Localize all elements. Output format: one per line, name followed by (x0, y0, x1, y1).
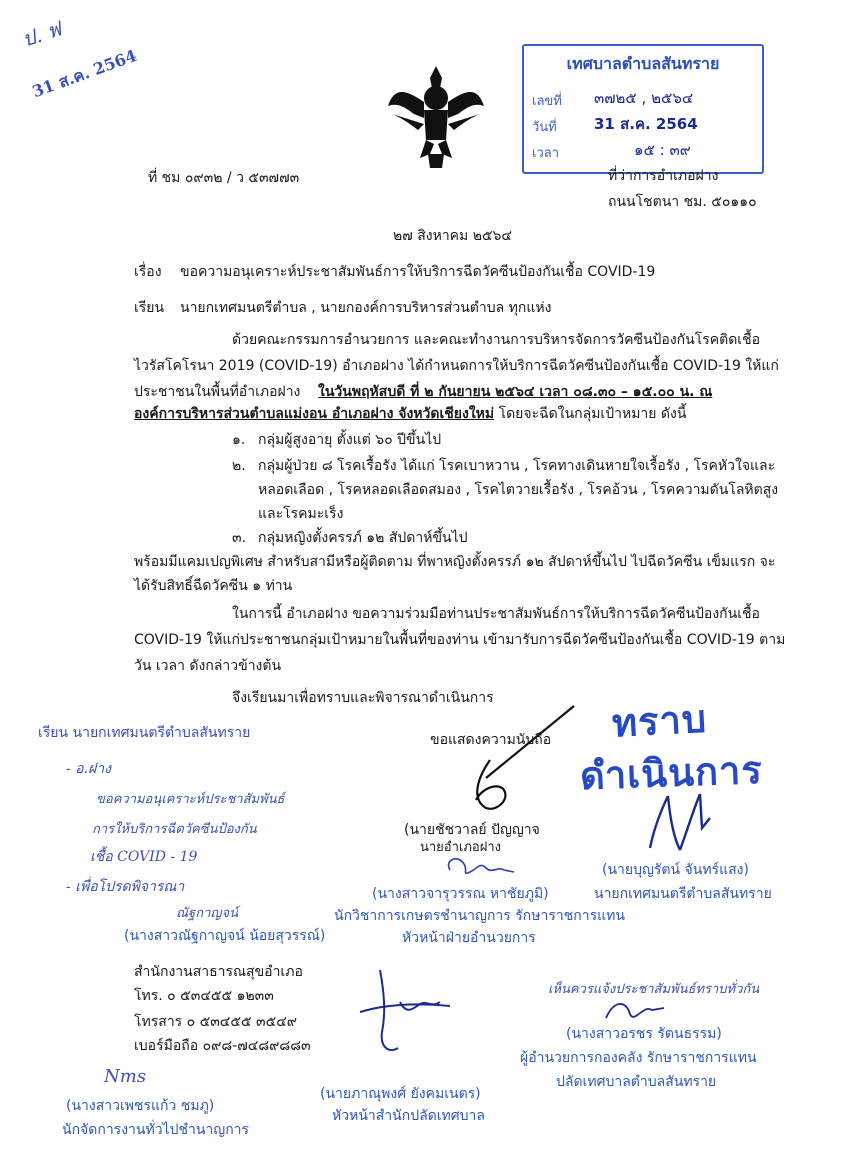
para1-line4-tail: โดยจะฉีดในกลุ่มเป้าหมาย ดังนี้ (494, 406, 687, 422)
finance-title-1: ผู้อำนวยการกองคลัง รักษาราชการแทน (520, 1050, 757, 1066)
to-label: เรียน (134, 300, 165, 316)
note-to: เรียน นายกเทศมนตรีตำบลสันทราย (38, 725, 251, 741)
subject-label: เรื่อง (134, 264, 162, 280)
signer-title: นายอำเภอฝาง (420, 840, 501, 855)
contact-mobile: เบอร์มือถือ ๐๙๘-๗๔๘๙๘๘๓ (134, 1038, 311, 1054)
corner-date: 31 ส.ค. 2564 (29, 45, 140, 102)
stamp-time-value: ๑๕ : ๓๙ (634, 141, 691, 159)
clerk-name: (นางสาวเพชรแก้ว ชมภู) (66, 1098, 215, 1114)
list-item: และโรคมะเร็ง (258, 506, 344, 522)
issuer-address: ถนนโชตนา ชม. ๕๐๑๑๐ (608, 194, 757, 210)
para1-line3b-highlight: ในวันพฤหัสบดี ที่ ๒ กันยายน ๒๕๖๔ เวลา ๐๘.๓๐ – ๑๕.๐๐ น. ณ (318, 384, 713, 400)
clerk-title: นักจัดการงานทั่วไปชำนาญการ (62, 1122, 250, 1138)
issuer-office: ที่ว่าการอำเภอฝาง (608, 168, 719, 184)
para1-line4 (134, 404, 686, 424)
para1-line1: ด้วยคณะกรรมการอำนวยการ และคณะทำงานการบริหารจัดการวัคซีนป้องกันโรคติดเชื้อ (232, 332, 760, 348)
document-number: ที่ ชม ๐๙๓๒ / ว ๕๓๗๗๓ (148, 170, 300, 186)
corner-initials: ป. ฟ (19, 16, 65, 52)
acting-title-2: หัวหน้าฝ่ายอำนวยการ (402, 930, 536, 946)
to-recipient: นายกเทศมนตรีตำบล , นายกองค์การบริหารส่วนตำบล ทุกแห่ง (180, 300, 552, 316)
subject: ขอความอนุเคราะห์ประชาสัมพันธ์การให้บริการฉีดวัคซีนป้องกันเชื้อ COVID-19 (180, 264, 656, 280)
list-item: กลุ่มหญิงตั้งครรภ์ ๑๒ สัปดาห์ขึ้นไป (258, 530, 468, 546)
note-line: ขอความอนุเคราะห์ประชาสัมพันธ์ (96, 792, 285, 807)
chief-name: (นายภาณุพงศ์ ยังคมเนตร) (320, 1086, 481, 1102)
garuda-emblem-icon (384, 58, 488, 170)
para3-line1: ในการนี้ อำเภอฝาง ขอความร่วมมือท่านประชาสัมพันธ์การให้บริการฉีดวัคซีนป้องกันเชื้อ (232, 606, 760, 622)
para1-line2: ไวรัสโคโรนา 2019 (COVID-19) อำเภอฝาง ได้กำหนดการให้บริการฉีดวัคซีนป้องกันเชื้อ COVID-19 ให้แก่ (134, 358, 779, 374)
stamp-no-value: ๓๗๒๕ , ๒๕๖๔ (594, 89, 694, 107)
stamp-org: เทศบาลตำบลสันทราย (566, 54, 720, 73)
note-line: - เพื่อโปรดพิจารณา (66, 879, 185, 895)
para1-line3a: ประชาชนในพื้นที่อำเภอฝาง (134, 384, 301, 400)
mayor-title: นายกเทศมนตรีตำบลสันทราย (594, 886, 772, 902)
finance-title-2: ปลัดเทศบาลตำบลสันทราย (556, 1074, 717, 1090)
contact-fax: โทรสาร ๐ ๕๓๔๕๕ ๓๕๔๙ (134, 1014, 298, 1030)
finance-signature (600, 996, 670, 1026)
para1-venue: องค์การบริหารส่วนตำบลแม่งอน อำเภอฝาง จังหวัดเชียงใหม่ (134, 406, 495, 422)
note-line: การให้บริการฉีดวัคซีนป้องกัน (92, 822, 257, 837)
list-item: กลุ่มผู้สูงอายุ ตั้งแต่ ๖๐ ปีขึ้นไป (258, 432, 442, 448)
note-signature: ณัฐกาญจน์ (176, 906, 238, 921)
note-line: - อ.ฝาง (66, 761, 111, 777)
para2-line2: ได้รับสิทธิ์ฉีดวัคซีน ๑ ท่าน (134, 578, 293, 594)
para3-line3: วัน เวลา ดังกล่าวข้างต้น (134, 658, 282, 674)
acting-signature (440, 850, 520, 884)
finance-name: (นางสาวอรชร รัตนธรรม) (566, 1026, 722, 1042)
stamp-no-label: เลขที่ (532, 94, 562, 109)
para3-line2: COVID-19 ให้แก่ประชาชนกลุ่มเป้าหมายในพื้นที่ของท่าน เข้ามารับการฉีดวัคซีนป้องกันเชื้อ COVID-19 ตาม (134, 632, 786, 648)
chief-title: หัวหน้าสำนักปลัดเทศบาล (332, 1108, 485, 1124)
regards: ขอแสดงความนับถือ (430, 732, 552, 748)
list-item-num: ๒. (232, 458, 246, 474)
district-chief-signature (446, 700, 586, 820)
finance-note: เห็นควรแจ้งประชาสัมพันธ์ทราบทั่วกัน (548, 982, 760, 997)
contact-office: สำนักงานสาธารณสุขอำเภอ (134, 964, 303, 980)
document-date: ๒๗ สิงหาคม ๒๕๖๔ (393, 228, 513, 244)
acting-name: (นางสาวจารุวรรณ หาชัยภูมิ) (372, 886, 549, 902)
ack-stamp-line1: ทราบ (610, 696, 709, 746)
stamp-date-value: 31 ส.ค. 2564 (594, 115, 698, 133)
list-item: หลอดเลือด , โรคหลอดเลือดสมอง , โรคไตวายเรื้อรัง , โรคอ้วน , โรคความดันโลหิตสูง (258, 482, 779, 498)
receipt-stamp (522, 44, 764, 174)
contact-tel: โทร. ๐ ๕๓๔๕๕ ๑๒๓๓ (134, 988, 274, 1004)
stamp-time-label: เวลา (532, 146, 560, 161)
list-item-num: ๑. (232, 432, 246, 448)
ack-stamp-line2: ดำเนินการ (579, 747, 764, 799)
chief-signature (340, 962, 470, 1062)
list-item: กลุ่มผู้ป่วย ๘ โรคเรื้อรัง ได้แก่ โรคเบาหวาน , โรคทางเดินหายใจเรื้อรัง , โรคหัวใจและ (258, 458, 776, 474)
closing-line: จึงเรียนมาเพื่อทราบและพิจารณาดำเนินการ (232, 690, 494, 706)
note-line: เชื้อ COVID - 19 (90, 849, 198, 865)
acting-title-1: นักวิชาการเกษตรชำนาญการ รักษาราชการแทน (334, 908, 625, 924)
stamp-date-label: วันที่ (532, 120, 557, 135)
list-item-num: ๓. (232, 530, 247, 546)
mayor-signature (640, 788, 720, 858)
clerk-signature: Nms (104, 1066, 147, 1087)
mayor-name: (นายบุญรัตน์ จันทร์แสง) (602, 862, 749, 878)
note-signer-name: (นางสาวณัฐกาญจน์ น้อยสุวรรณ์) (124, 928, 326, 944)
para2-line1: พร้อมมีแคมเปญพิเศษ สำหรับสามีหรือผู้ติดตาม ที่พาหญิงตั้งครรภ์ ๑๒ สัปดาห์ขึ้นไป ไปฉีดวัคซีน เข็มแรก จะ (134, 554, 776, 570)
signer-name: (นายชัชวาลย์ ปัญญาจ (404, 822, 540, 838)
